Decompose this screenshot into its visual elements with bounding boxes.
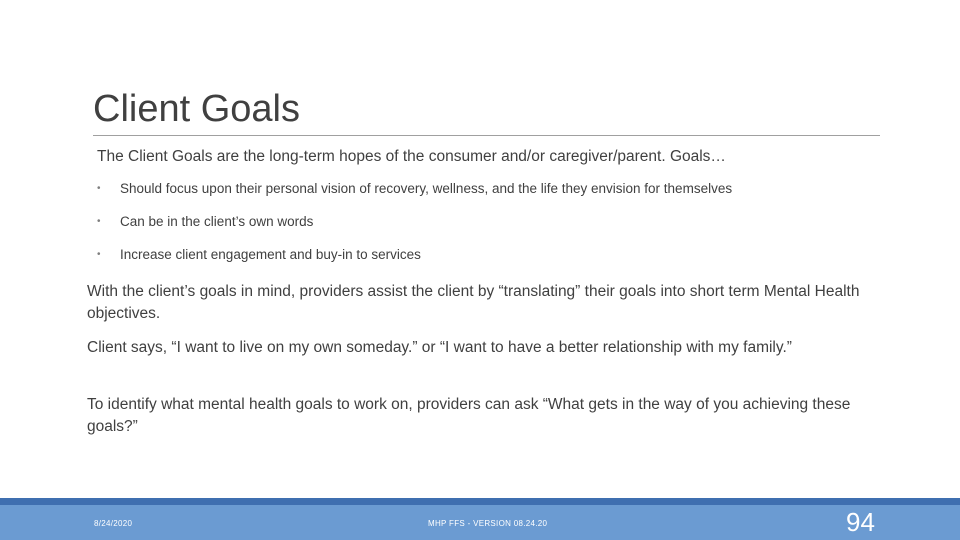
bullet-text: Can be in the client’s own words [120, 214, 314, 229]
footer-date: 8/24/2020 [94, 519, 133, 528]
title-divider [93, 135, 880, 136]
page-number: 94 [846, 507, 875, 537]
intro-text: The Client Goals are the long-term hopes of the consumer and/or caregiver/parent. Goals… [97, 148, 726, 165]
paragraph-translating-goals: With the client’s goals in mind, providers assist the client by “translating” their goals into short term Mental Health objectives. [87, 283, 860, 322]
bullet-marker: • [97, 216, 101, 227]
footer-accent-bar [0, 498, 960, 505]
bullet-text: Should focus upon their personal vision of recovery, wellness, and the life they envision for themselves [120, 181, 733, 196]
paragraph-identify-goals: To identify what mental health goals to work on, providers can ask “What gets in the way of you achieving these goals?” [87, 396, 851, 435]
bullet-marker: • [97, 183, 101, 194]
bullet-marker: • [97, 249, 101, 260]
footer-bar [0, 505, 960, 540]
paragraph-client-example: Client says, “I want to live on my own someday.” or “I want to have a better relationship with my family.” [87, 339, 792, 356]
slide-title: Client Goals [93, 88, 300, 130]
footer-version: MHP FFS - VERSION 08.24.20 [428, 519, 548, 528]
bullet-text: Increase client engagement and buy-in to services [120, 247, 421, 262]
